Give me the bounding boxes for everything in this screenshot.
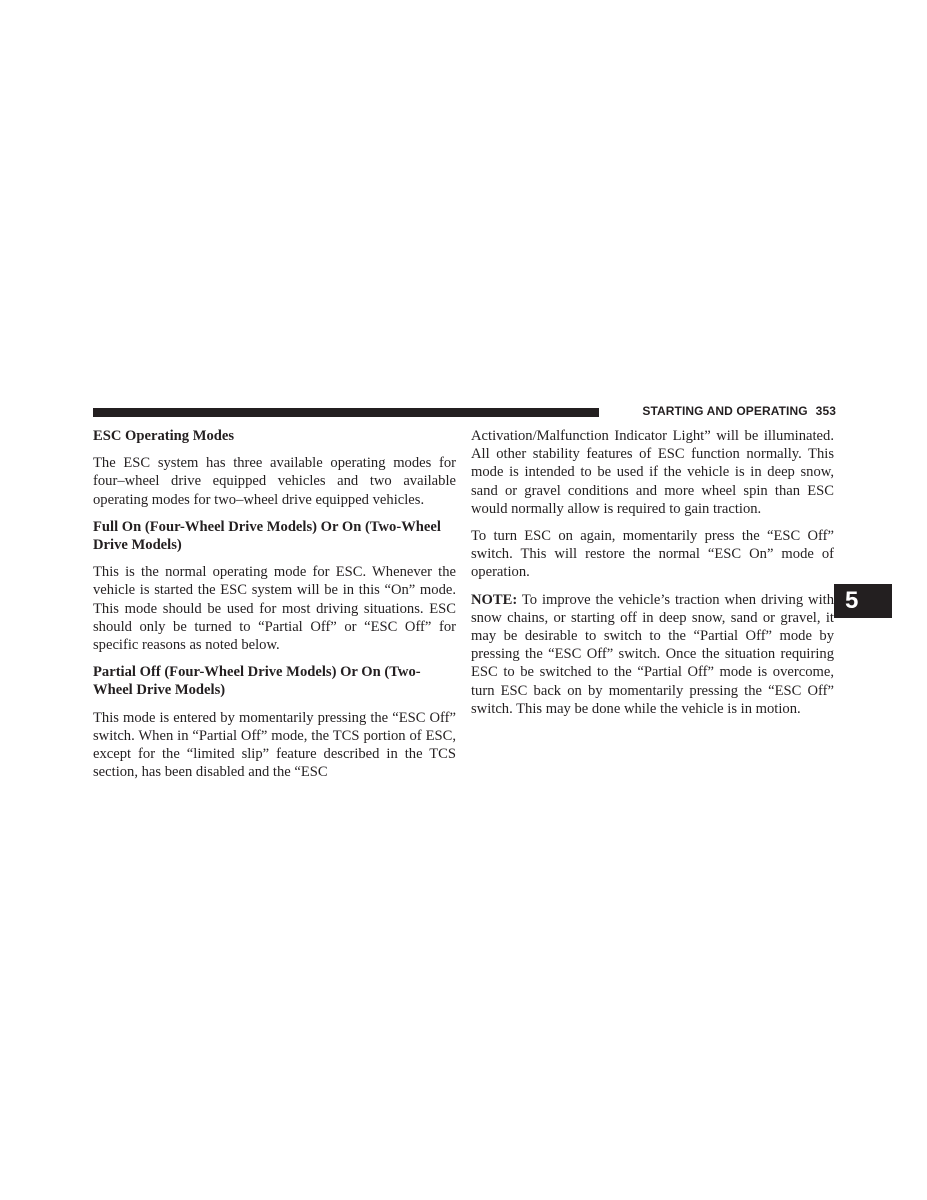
page-number: 353	[815, 404, 836, 418]
running-head	[606, 404, 836, 418]
section-title: STARTING AND OPERATING	[642, 404, 808, 418]
left-column	[93, 427, 456, 790]
note-paragraph	[471, 591, 834, 718]
note-label: NOTE:	[471, 591, 518, 608]
paragraph-full-on: This is the normal operating mode for ESC. Whenever the vehicle is started the ESC system will be in this “On” mode. This mode should be used for most driving situations. ESC should only be turned to “Partial Off” or “ESC Off” for specific reasons as noted below.	[93, 564, 456, 654]
heading-esc-operating-modes: ESC Operating Modes	[93, 428, 235, 444]
paragraph-partial-off-cont: Activation/Malfunction Indicator Light” will be illuminated. All other stability features of ESC function normally. This mode is intended to be used if the vehicle is in deep snow, sand or gravel conditions and more wheel spin than ESC would normally allow is required to gain traction.	[471, 428, 834, 517]
paragraph-turn-on-again: To turn ESC on again, momentarily press the “ESC Off” switch. This will restore the normal “ESC On” mode of operation.	[471, 528, 834, 581]
note-text: To improve the vehicle’s traction when driving with snow chains, or starting off in deep snow, sand or gravel, it may be desirable to switch to the “Partial Off” mode by pressing the “ESC Off” switch. Once the situation requiring ESC to be switched to the “Partial Off” mode is overcome, turn ESC back on by momentarily pressing the “ESC Off” switch. This may be done while the vehicle is in motion.	[471, 591, 834, 717]
paragraph-modes-intro: The ESC system has three available operating modes for four–wheel drive equipped vehicles and two available operating modes for two–wheel drive equipped vehicles.	[93, 455, 456, 508]
chapter-tab: 5	[834, 584, 892, 618]
right-column	[471, 427, 834, 727]
heading-full-on: Full On (Four-Wheel Drive Models) Or On (Two-Wheel Drive Models)	[93, 518, 441, 554]
header-rule	[93, 408, 599, 417]
paragraph-partial-off: This mode is entered by momentarily pressing the “ESC Off” switch. When in “Partial Off” mode, the TCS portion of ESC, except for the “limited slip” feature described in the TCS section, has been disabled and the “ESC	[93, 709, 456, 781]
heading-partial-off: Partial Off (Four-Wheel Drive Models) Or On (Two-Wheel Drive Models)	[93, 664, 421, 699]
